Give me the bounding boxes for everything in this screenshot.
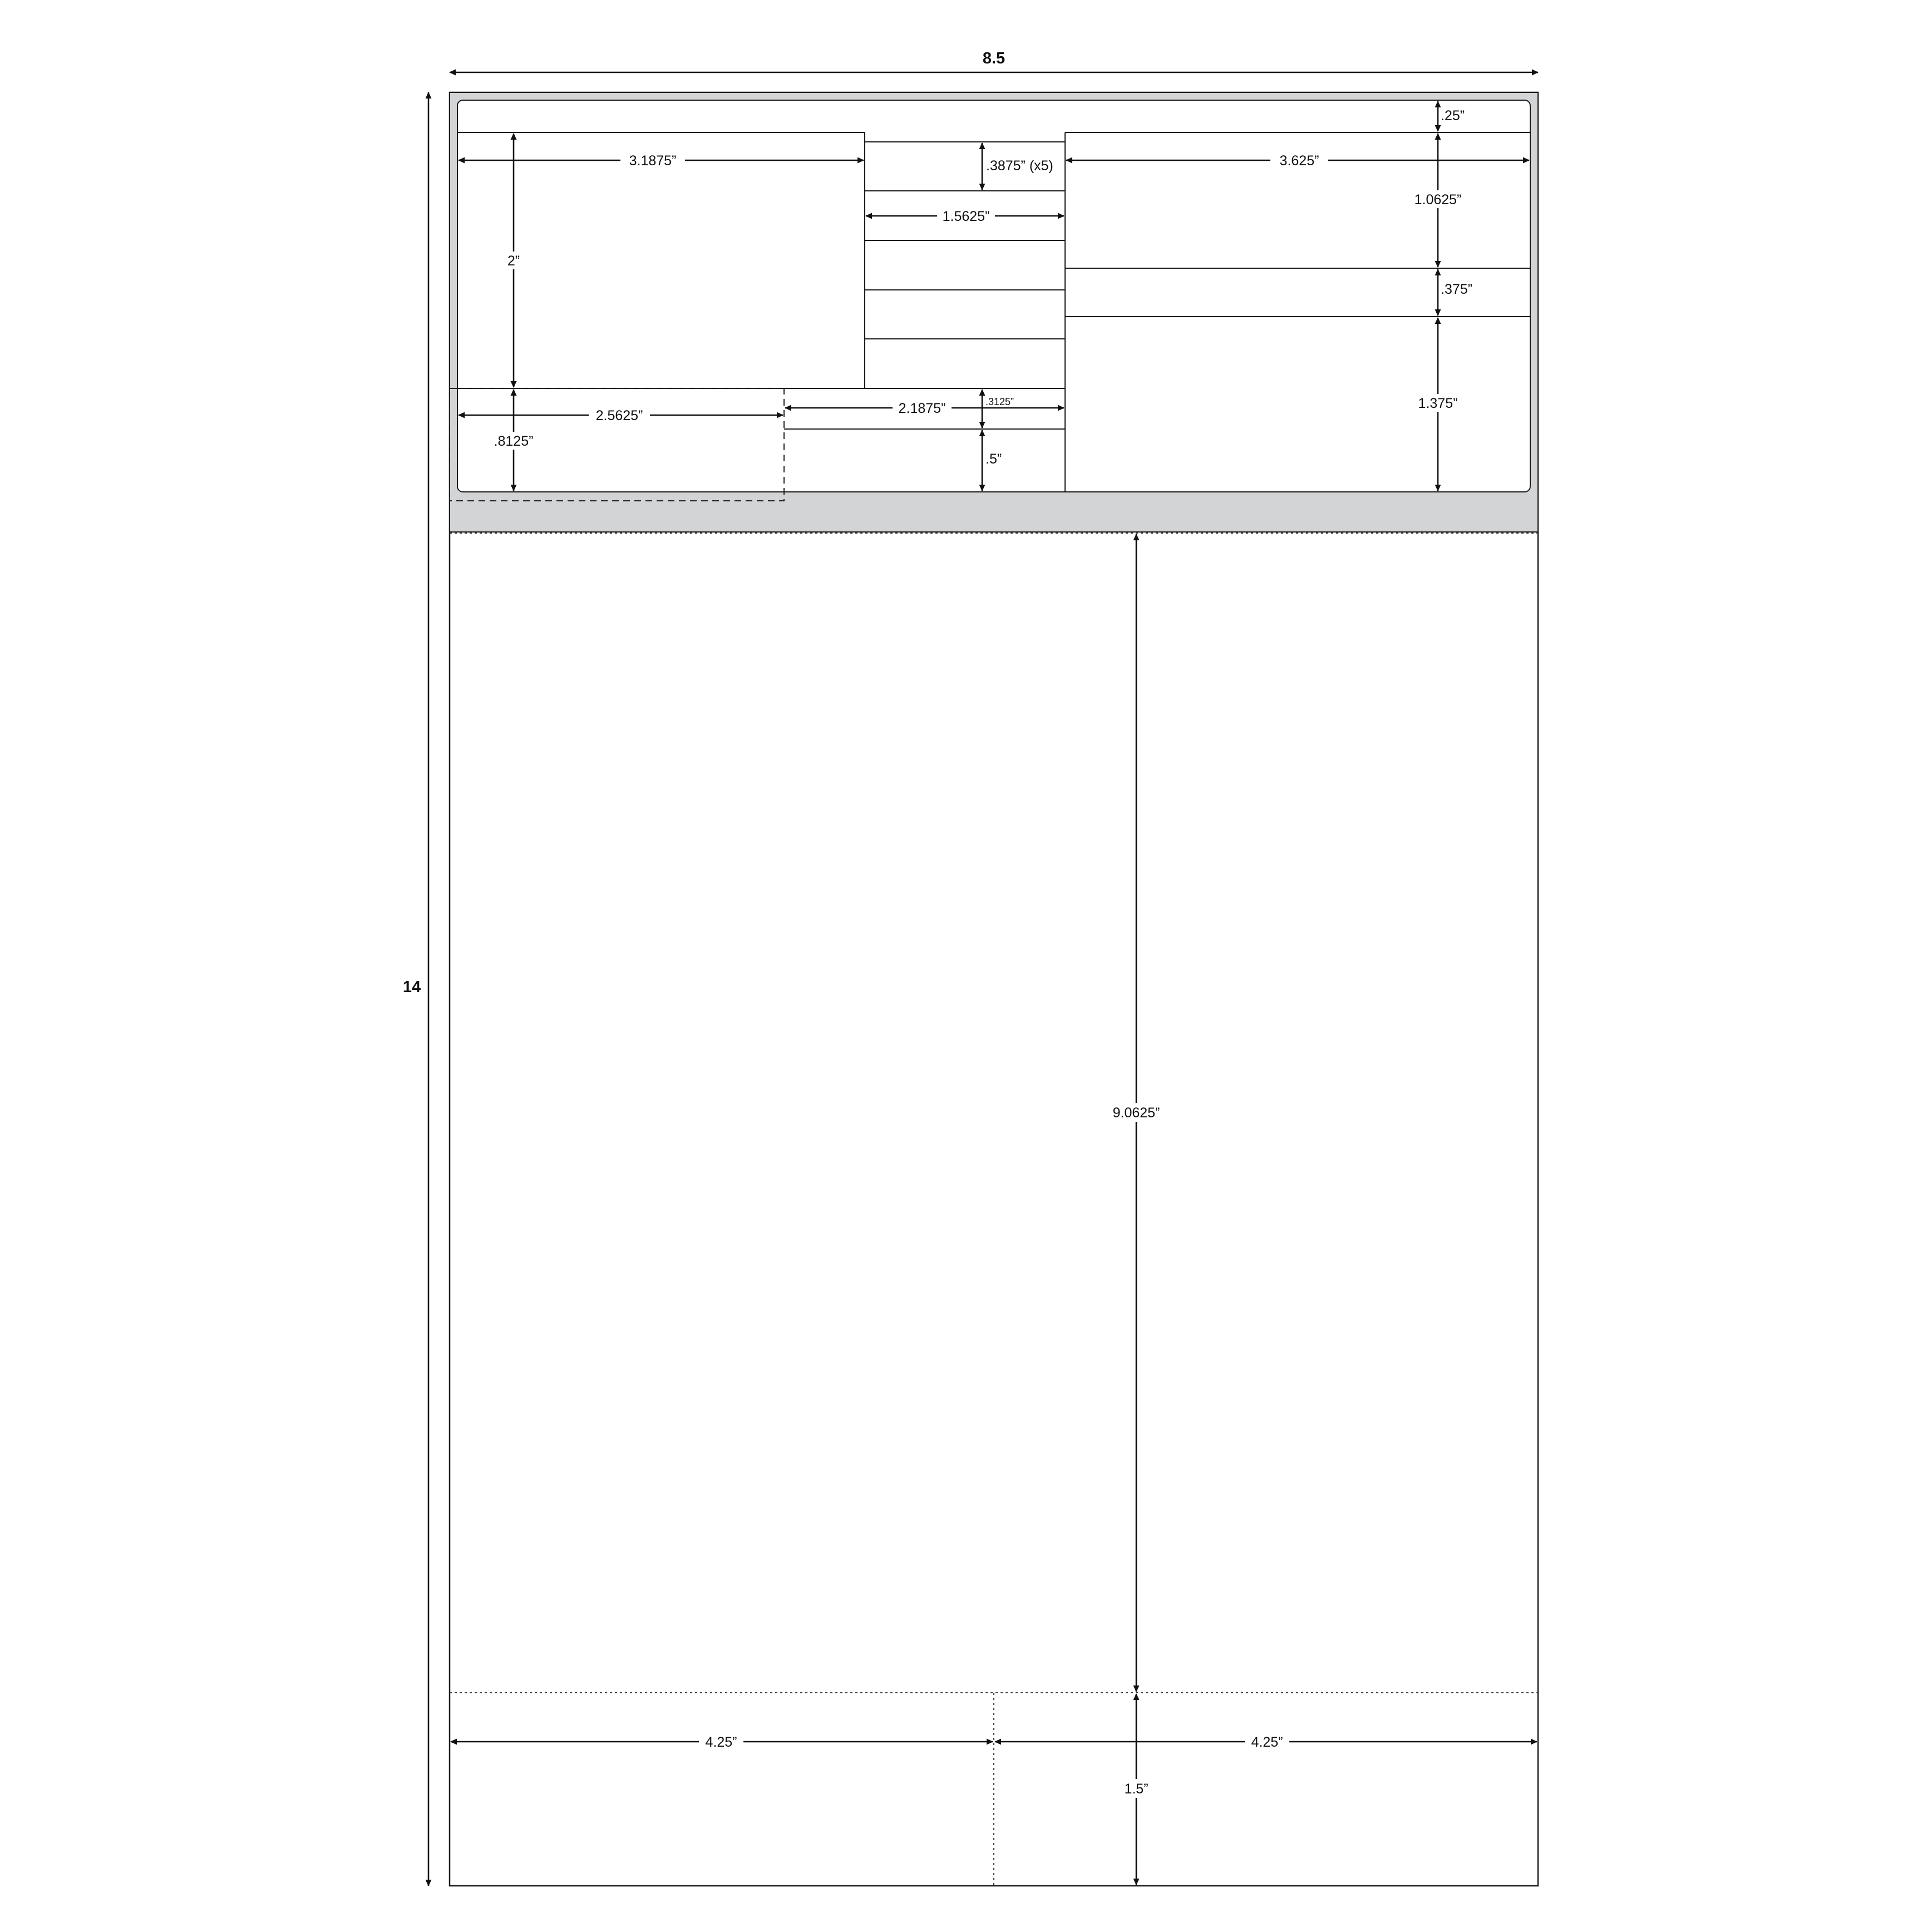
row-height-label: .3875” (x5): [986, 158, 1053, 174]
right-bottom-height-label: 1.375”: [1418, 396, 1458, 411]
lower-bottom-height-label: .5”: [985, 451, 1002, 467]
sheet-height-label: 14: [402, 978, 421, 996]
lower-mid-width-label: 2.1875”: [898, 401, 946, 416]
card-width-label: 2.5625”: [595, 408, 643, 423]
stub-height-label: 1.5”: [1124, 1781, 1149, 1797]
right-width-label: 3.625”: [1279, 153, 1319, 169]
card-height-label: .8125”: [494, 433, 534, 449]
left-box-height-label: 2”: [507, 253, 520, 269]
top-margin-label: .25”: [1441, 108, 1465, 124]
middle-width-label: 1.5625”: [942, 209, 990, 224]
stub-right-width-label: 4.25”: [1251, 1734, 1283, 1750]
stub-left-width-label: 4.25”: [705, 1734, 737, 1750]
right-mid-height-label: .375”: [1441, 282, 1472, 297]
lower-mid-height-label: .3125”: [985, 396, 1014, 407]
body-height-label: 9.0625”: [1112, 1105, 1160, 1121]
right-top-height-label: 1.0625”: [1414, 192, 1462, 208]
left-box-width-label: 3.1875”: [629, 153, 677, 169]
sheet-width-label: 8.5: [982, 50, 1006, 67]
